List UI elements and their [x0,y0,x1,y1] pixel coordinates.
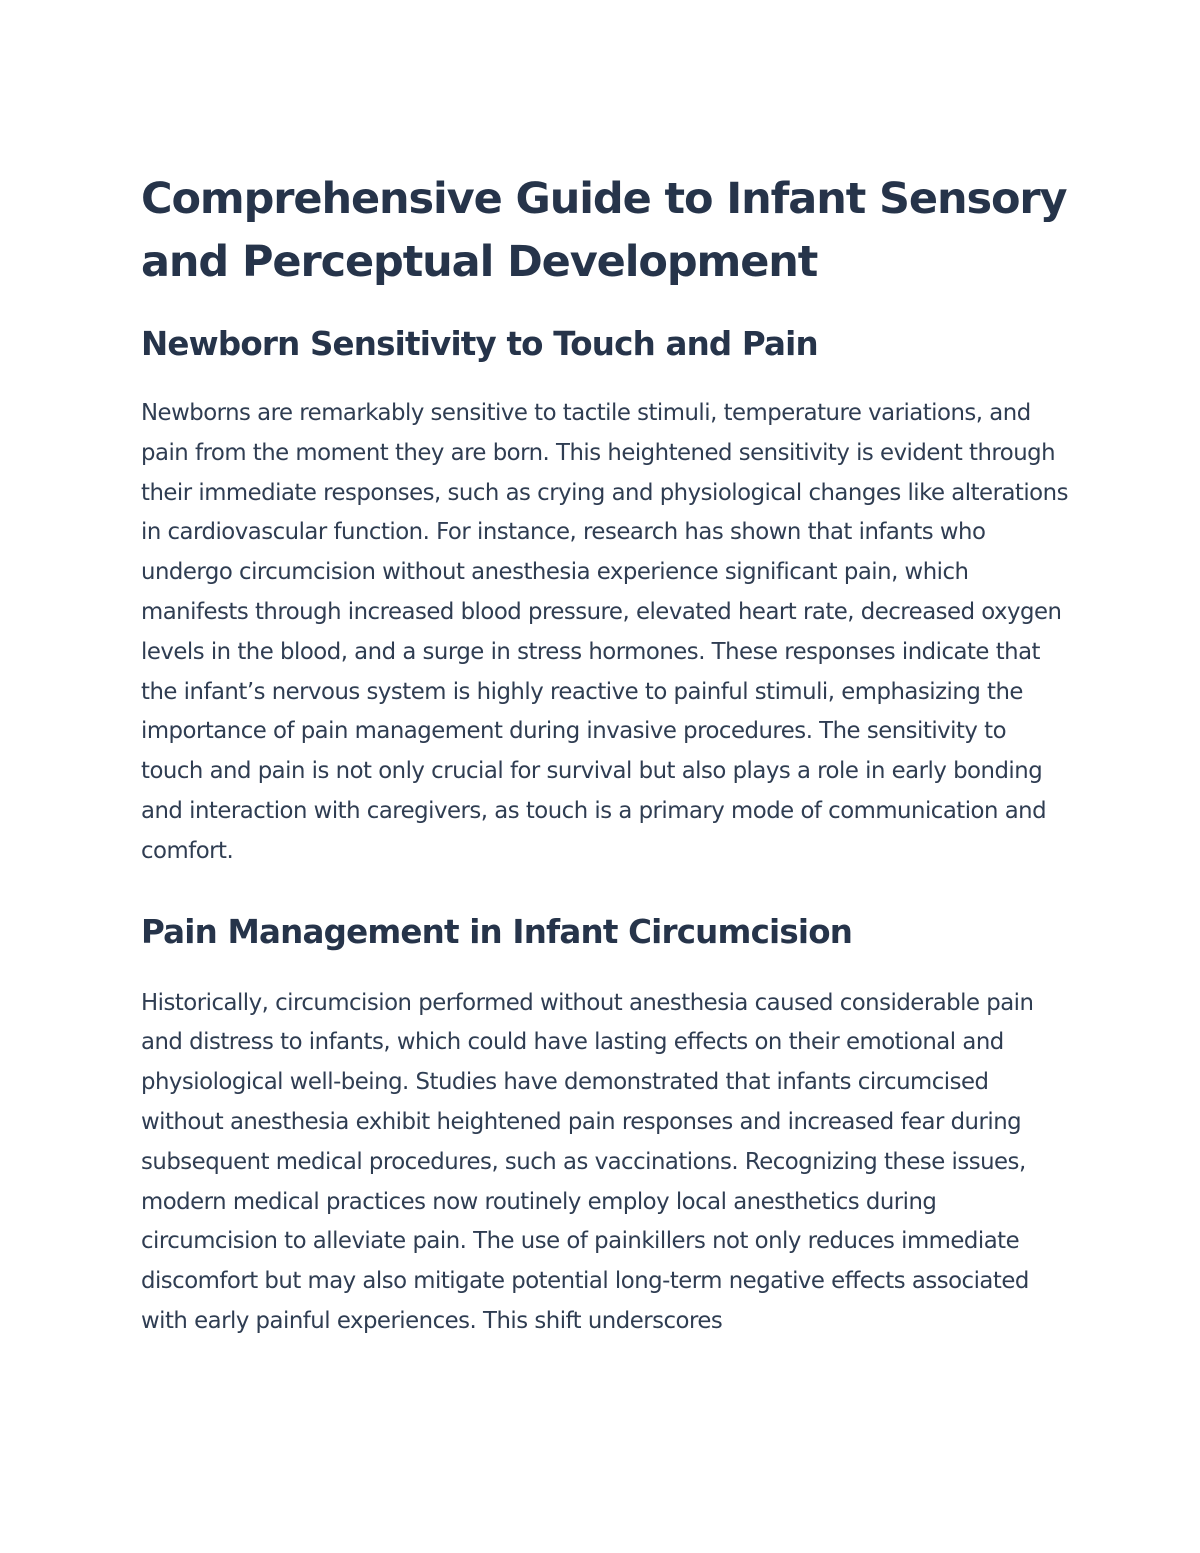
section-heading: Pain Management in Infant Circumcision [141,912,853,951]
document-title: Comprehensive Guide to Infant Sensory and Perceptual Development [141,174,1067,287]
document-page [141,168,1071,1342]
section-paragraph: Newborns are remarkably sensitive to tactile stimuli, temperature variations, and pain from the moment they are born. This heightened sensitivity is evident through their immediate responses, such as crying and physiological changes like alterations in cardiovascular function. For instance, research has shown that infants who undergo circumcision without anesthesia experience significant pain, which manifests through increased blood pressure, elevated heart rate, decreased oxygen levels in the blood, and a surge in stress hormones. These responses indicate that the infant’s nervous system is highly reactive to painful stimuli, emphasizing the importance of pain management during invasive procedures. The sensitivity to touch and pain is not only crucial for survival but also plays a role in early bonding and interaction with caregivers, as touch is a primary mode of communication and comfort. [141,400,1068,864]
section-newborn-sensitivity [141,322,1071,872]
section-paragraph: Historically, circumcision performed without anesthesia caused considerable pain and distress to infants, which could have lasting effects on their emotional and physiological well-being. Studies have demonstrated that infants circumcised without anesthesia exhibit heightened pain responses and increased fear during subsequent medical procedures, such as vaccinations. Recognizing these issues, modern medical practices now routinely employ local anesthetics during circumcision to alleviate pain. The use of painkillers not only reduces immediate discomfort but may also mitigate potential long-term negative effects associated with early painful experiences. This shift underscores [141,989,1034,1334]
section-heading: Newborn Sensitivity to Touch and Pain [141,325,818,363]
section-pain-management [141,910,1071,1342]
